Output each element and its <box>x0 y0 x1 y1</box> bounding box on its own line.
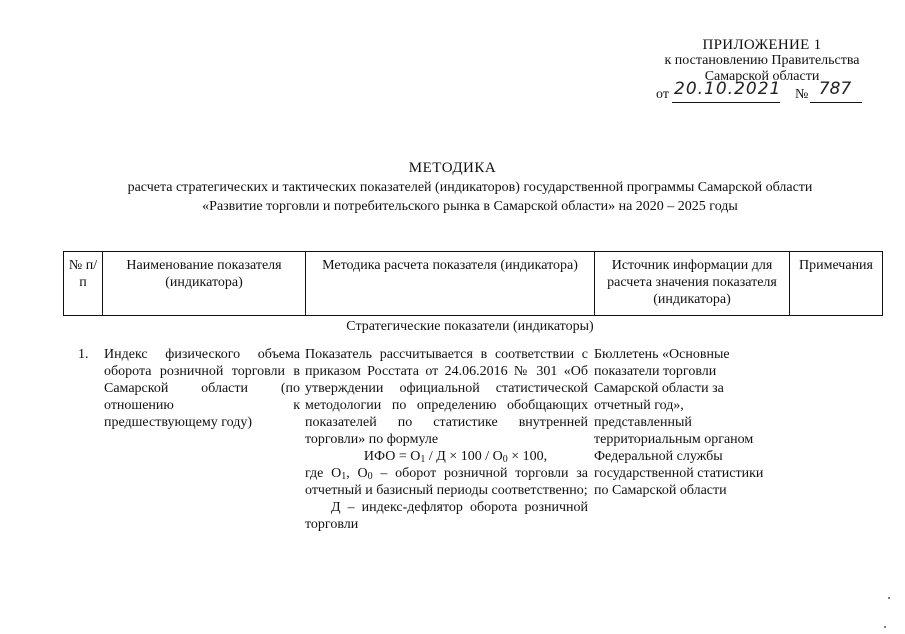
header-num: № п/п <box>64 252 103 316</box>
header-notes: Примечания <box>790 252 883 316</box>
appendix-line-1: к постановлению Правительства <box>664 53 860 68</box>
row-1-number: 1. <box>78 347 89 362</box>
date-underline <box>672 102 780 103</box>
appendix-header <box>652 37 872 107</box>
appendix-line-2: Самарской области <box>704 69 820 84</box>
subtitle-line-2: «Развитие торговли и потребительского рынка в Самарской области» на 2020 – 2025 годы <box>202 199 738 214</box>
scan-speck <box>888 597 890 599</box>
appendix-title: ПРИЛОЖЕНИЕ 1 <box>702 37 822 53</box>
deflator-definition: Д – индекс-дефлятор оборота розничной торговли <box>305 500 588 532</box>
scan-speck <box>884 626 886 628</box>
formula: ИФО = $О_1 / Д \times 100 / О_0 \times 100$, <box>363 449 548 465</box>
from-label: от <box>656 87 669 102</box>
method-intro: Показатель рассчитывается в соответствии с приказом Росстата от 24.06.2016 № 301 «Об утверждении официальной статистической методологии по определению обобщающих показателей по статистике внутренней торговли» по формуле <box>305 347 588 447</box>
handwritten-date: 20.10.2021 <box>674 79 782 99</box>
document-title: МЕТОДИКА <box>408 160 497 176</box>
section-title: Стратегические показатели (индикаторы) <box>346 319 594 334</box>
handwritten-number: 787 <box>818 79 852 99</box>
number-underline <box>810 102 862 103</box>
header-name: Наименование показателя (индикатора) <box>103 252 306 316</box>
row-1-indicator-name: Индекс физического объема оборота розничной торговли в Самарской области (по отношению к предшествующему году) <box>104 347 300 430</box>
header-method: Методика расчета показателя (индикатора) <box>306 252 595 316</box>
header-source: Источник информации для расчета значения показателя (индикатора) <box>595 252 790 316</box>
document-subtitle <box>60 178 880 216</box>
number-label: № <box>795 87 809 102</box>
formula-where: где $О_1$, $О_0$ – оборот розничной торговли за отчетный и базисный периоды соответственно; <box>305 466 588 498</box>
methodology-table-header <box>63 251 883 316</box>
table-header-row <box>64 252 883 316</box>
row-1-source: Бюллетень «Основные показатели торговли Самарской области за отчетный год», представленный территориальным органом Федеральной службы государственной статистики по Самарской области <box>594 347 764 498</box>
row-1-method <box>305 346 588 533</box>
appendix-signature-line <box>652 79 872 107</box>
subtitle-line-1: расчета стратегических и тактических показателей (индикаторов) государственной программы Самарской области <box>127 180 813 195</box>
